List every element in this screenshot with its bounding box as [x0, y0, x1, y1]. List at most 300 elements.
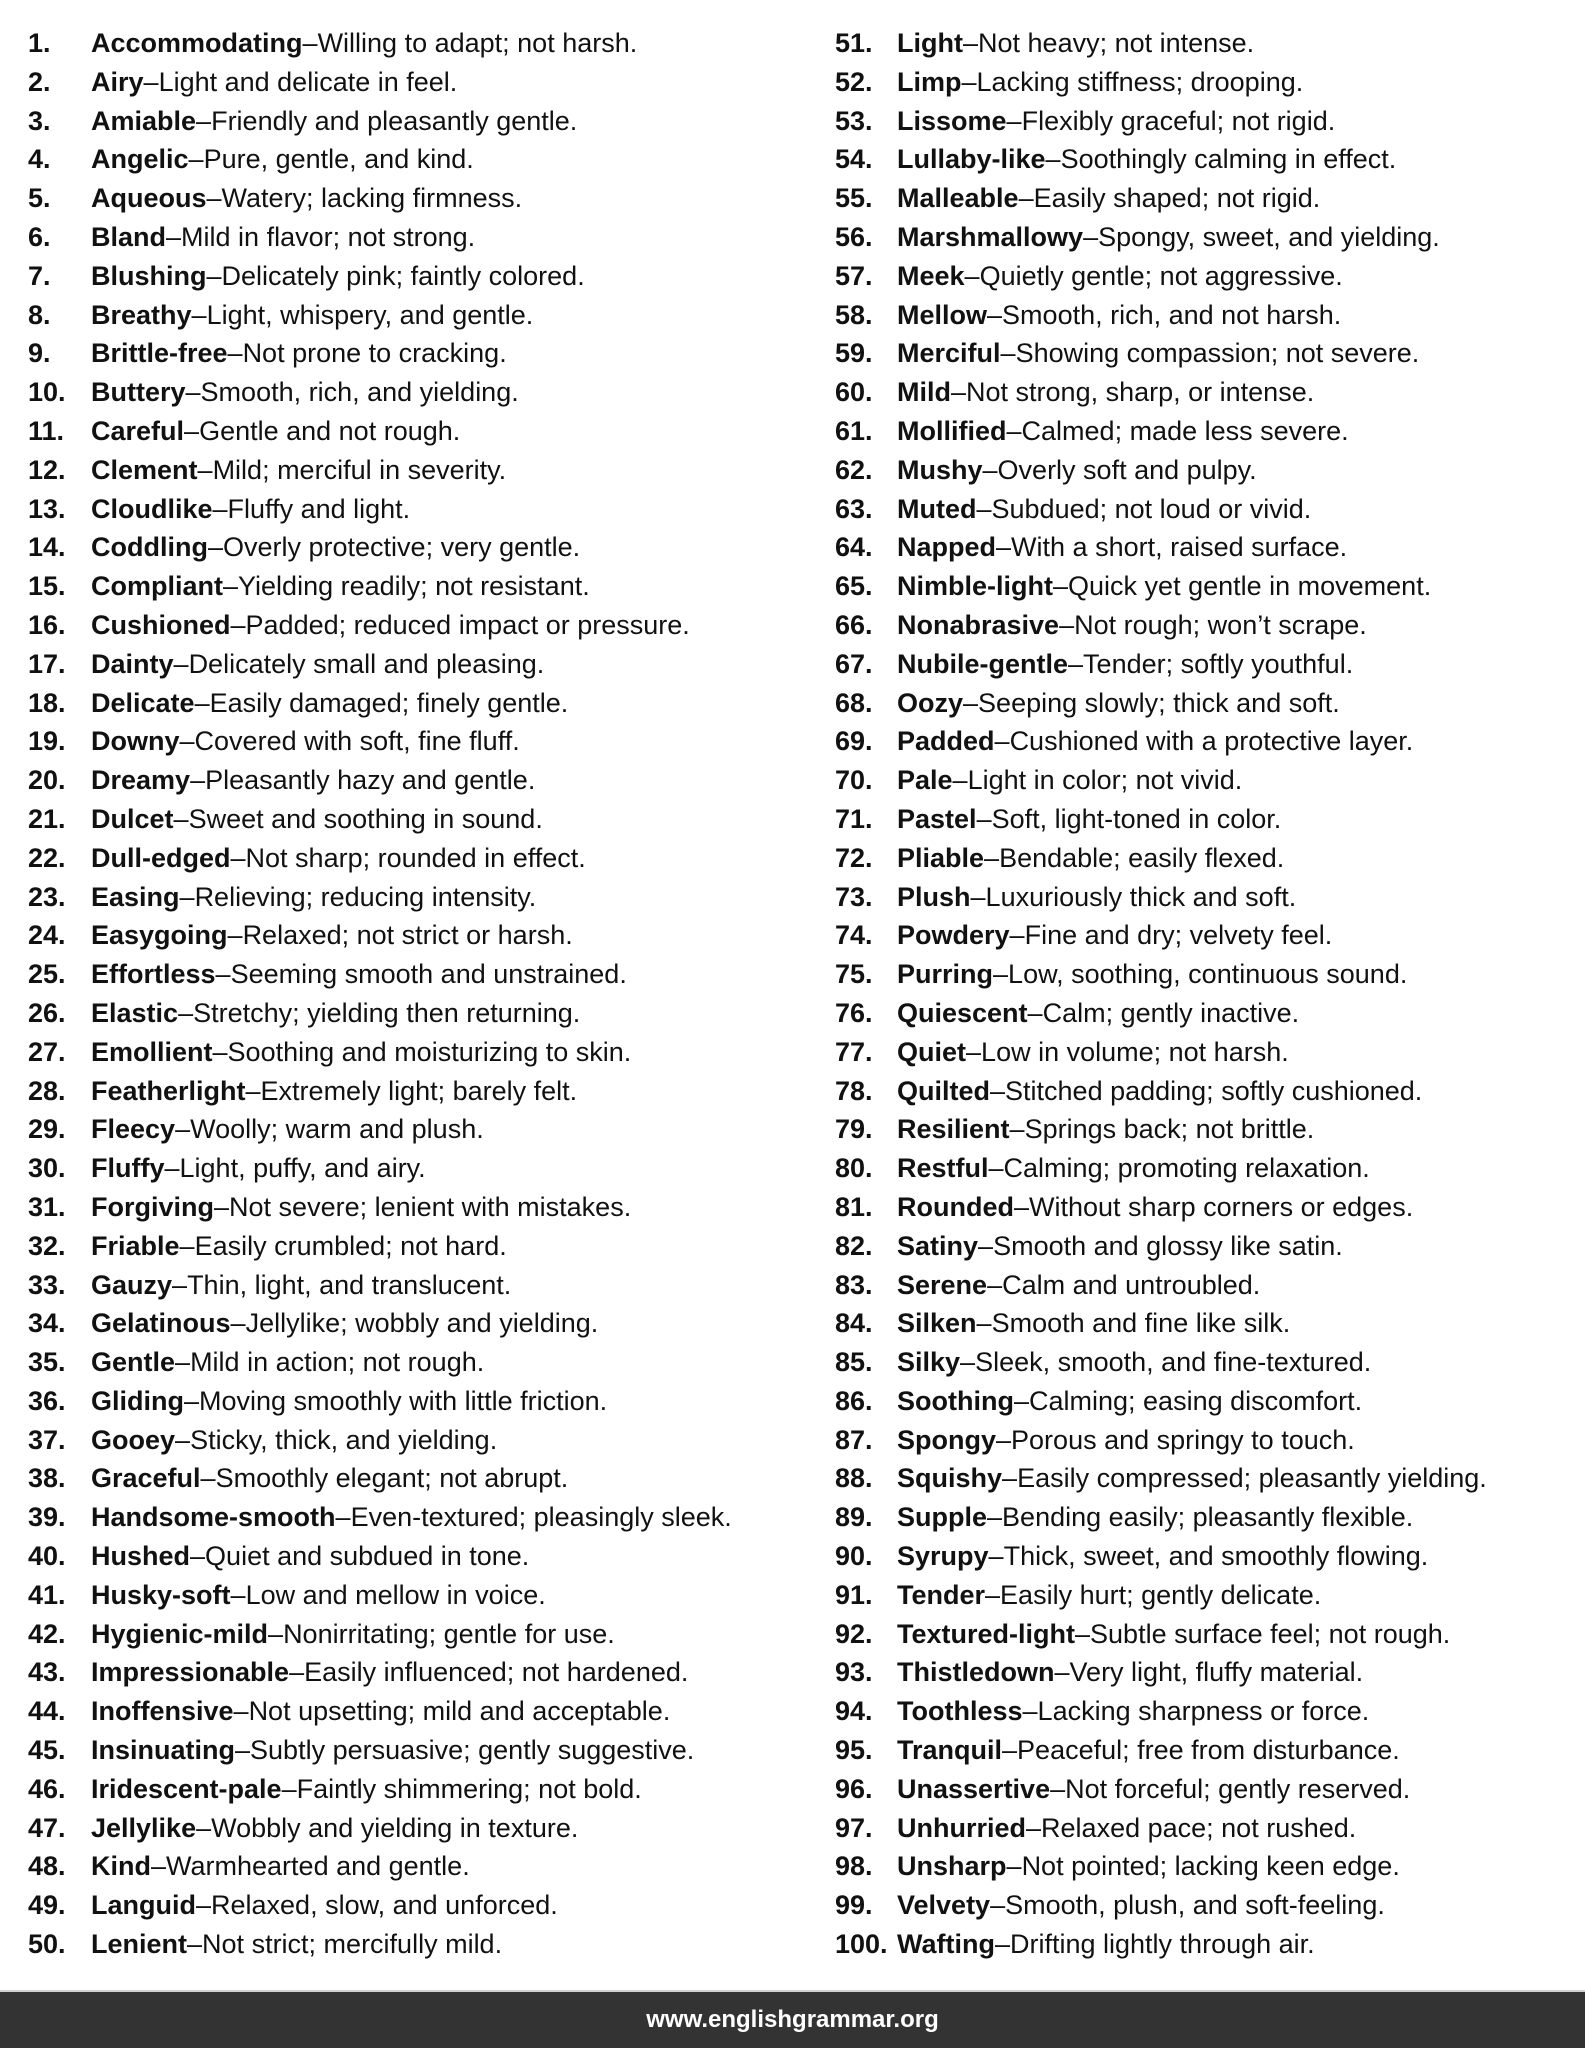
- item-separator: –: [978, 1230, 994, 1261]
- item-separator: –: [212, 1036, 228, 1067]
- item-definition: Wobbly and yielding in texture.: [211, 1812, 579, 1843]
- item-number: 20.: [28, 765, 66, 796]
- item-definition: Not heavy; not intense.: [978, 28, 1255, 58]
- item-definition: Spongy, sweet, and yielding.: [1098, 221, 1440, 252]
- item-separator: –: [335, 1502, 351, 1533]
- item-definition: Easily compressed; pleasantly yielding.: [1017, 1463, 1487, 1494]
- item-separator: –: [245, 1075, 261, 1106]
- item-number: 41.: [28, 1579, 66, 1610]
- item-term: Nimble-light: [897, 571, 1053, 602]
- website-url[interactable]: www.englishgrammar.org: [646, 2006, 939, 2033]
- item-term: Forgiving: [91, 1191, 214, 1222]
- item-term: Purring: [897, 959, 994, 990]
- item-definition: Soothingly calming in effect.: [1060, 144, 1397, 175]
- item-definition: Easily hurt; gently delicate.: [1000, 1579, 1322, 1610]
- item-number: 97.: [835, 1812, 873, 1843]
- list-item: [835, 1653, 1580, 1692]
- item-number: 31.: [28, 1191, 66, 1222]
- item-number: 44.: [28, 1696, 66, 1727]
- item-number: 86.: [835, 1385, 873, 1416]
- item-term: Nonabrasive: [897, 609, 1060, 640]
- item-definition: Friendly and pleasantly gentle.: [211, 105, 578, 136]
- item-separator: –: [1013, 1385, 1029, 1416]
- list-item: [28, 1033, 798, 1072]
- item-number: 46.: [28, 1773, 66, 1804]
- item-definition: Light and delicate in feel.: [158, 66, 458, 97]
- list-item: [28, 722, 798, 761]
- word-list-column-left: [28, 24, 798, 1964]
- item-number: 11.: [28, 415, 65, 446]
- item-number: 38.: [28, 1463, 66, 1494]
- list-item: [835, 296, 1580, 335]
- item-number: 99.: [835, 1890, 873, 1921]
- item-term: Airy: [91, 66, 144, 97]
- item-separator: –: [179, 1230, 195, 1261]
- item-separator: –: [179, 726, 195, 757]
- item-separator: –: [952, 765, 968, 796]
- item-definition: Smoothly elegant; not abrupt.: [215, 1463, 569, 1494]
- item-definition: Delicately pink; faintly colored.: [221, 260, 585, 291]
- item-separator: –: [960, 1347, 976, 1378]
- item-number: 4.: [28, 144, 51, 175]
- item-term: Inoffensive: [91, 1696, 234, 1727]
- item-term: Aqueous: [91, 183, 207, 214]
- item-term: Thistledown: [897, 1657, 1055, 1688]
- item-number: 54.: [835, 144, 873, 175]
- item-term: Delicate: [91, 687, 195, 718]
- item-term: Resilient: [897, 1114, 1010, 1145]
- list-item: [28, 1382, 798, 1421]
- item-term: Soothing: [897, 1385, 1014, 1416]
- list-item: [28, 140, 798, 179]
- item-number: 5.: [28, 183, 51, 214]
- item-definition: Overly protective; very gentle.: [223, 532, 581, 563]
- list-item: [28, 1537, 798, 1576]
- item-number: 34.: [28, 1308, 66, 1339]
- item-number: 87.: [835, 1424, 873, 1455]
- item-term: Featherlight: [91, 1075, 246, 1106]
- list-item: [28, 412, 798, 451]
- item-term: Tranquil: [897, 1735, 1003, 1766]
- item-separator: –: [1054, 1657, 1070, 1688]
- item-number: 49.: [28, 1890, 66, 1921]
- item-number: 50.: [28, 1929, 66, 1960]
- item-number: 18.: [28, 687, 66, 718]
- item-separator: –: [173, 648, 189, 679]
- item-separator: –: [993, 959, 1009, 990]
- list-item: [835, 878, 1580, 917]
- item-definition: Yielding readily; not resistant.: [238, 571, 590, 602]
- item-term: Unsharp: [897, 1851, 1007, 1882]
- item-definition: Smooth and fine like silk.: [991, 1308, 1291, 1339]
- item-number: 79.: [835, 1114, 873, 1145]
- item-number: 76.: [835, 997, 873, 1028]
- list-item: [28, 1925, 798, 1964]
- item-term: Gelatinous: [91, 1308, 231, 1339]
- item-term: Downy: [91, 726, 180, 757]
- item-definition: Light, puffy, and airy.: [179, 1153, 426, 1184]
- item-number: 90.: [835, 1541, 873, 1572]
- item-definition: Tender; softly youthful.: [1083, 648, 1354, 679]
- list-item: [835, 1188, 1580, 1227]
- item-definition: Sleek, smooth, and fine-textured.: [975, 1347, 1372, 1378]
- item-term: Gooey: [91, 1424, 176, 1455]
- item-definition: Not strict; mercifully mild.: [202, 1929, 503, 1960]
- item-separator: –: [227, 338, 243, 369]
- item-definition: Gentle and not rough.: [199, 415, 461, 446]
- list-item: [28, 1886, 798, 1925]
- item-number: 8.: [28, 299, 51, 330]
- list-item: [28, 606, 798, 645]
- item-definition: Fluffy and light.: [227, 493, 411, 524]
- item-number: 19.: [28, 726, 66, 757]
- item-number: 55.: [835, 183, 873, 214]
- item-term: Elastic: [91, 997, 179, 1028]
- list-item: [835, 63, 1580, 102]
- list-item: [835, 102, 1580, 141]
- list-item: [835, 567, 1580, 606]
- item-term: Oozy: [897, 687, 964, 718]
- item-definition: Jellylike; wobbly and yielding.: [245, 1308, 599, 1339]
- item-definition: Bendable; easily flexed.: [999, 842, 1285, 873]
- item-definition: Thin, light, and translucent.: [187, 1269, 512, 1300]
- list-item: [28, 800, 798, 839]
- item-term: Breathy: [91, 299, 192, 330]
- item-separator: –: [987, 1502, 1003, 1533]
- item-number: 62.: [835, 454, 873, 485]
- item-separator: –: [994, 726, 1010, 757]
- item-separator: –: [178, 997, 194, 1028]
- item-term: Nubile-gentle: [897, 648, 1069, 679]
- item-definition: Relaxed, slow, and unforced.: [211, 1890, 558, 1921]
- item-number: 33.: [28, 1269, 66, 1300]
- item-separator: –: [196, 1812, 212, 1843]
- item-term: Mushy: [897, 454, 983, 485]
- list-item: [28, 645, 798, 684]
- list-item: [835, 1110, 1580, 1149]
- item-definition: Nonirritating; gentle for use.: [283, 1618, 615, 1649]
- item-number: 1.: [28, 28, 51, 58]
- item-number: 36.: [28, 1385, 66, 1416]
- list-item: [28, 528, 798, 567]
- item-term: Lenient: [91, 1929, 188, 1960]
- item-separator: –: [990, 1890, 1006, 1921]
- list-item: [835, 1692, 1580, 1731]
- item-definition: Sticky, thick, and yielding.: [190, 1424, 498, 1455]
- item-term: Pliable: [897, 842, 985, 873]
- item-definition: Sweet and soothing in sound.: [188, 803, 543, 834]
- item-separator: –: [985, 1579, 1001, 1610]
- item-separator: –: [230, 1579, 246, 1610]
- item-separator: –: [183, 1385, 200, 1416]
- item-definition: Mild; merciful in severity.: [212, 454, 507, 485]
- item-definition: Relieving; reducing intensity.: [194, 881, 537, 912]
- item-number: 70.: [835, 765, 873, 796]
- item-separator: –: [1068, 648, 1084, 679]
- item-term: Squishy: [897, 1463, 1003, 1494]
- item-separator: –: [196, 105, 212, 136]
- item-definition: Easily crumbled; not hard.: [194, 1230, 507, 1261]
- item-separator: –: [173, 803, 189, 834]
- list-item: [28, 916, 798, 955]
- item-term: Dainty: [91, 648, 174, 679]
- item-term: Compliant: [91, 571, 223, 602]
- list-item: [28, 334, 798, 373]
- item-separator: –: [996, 532, 1012, 563]
- item-number: 74.: [835, 920, 873, 951]
- item-number: 72.: [835, 842, 873, 873]
- item-separator: –: [151, 1851, 167, 1882]
- item-term: Serene: [897, 1269, 988, 1300]
- item-definition: Smooth, rich, and yielding.: [200, 377, 519, 408]
- list-item: [28, 994, 798, 1033]
- item-definition: Mild in flavor; not strong.: [181, 221, 476, 252]
- item-separator: –: [281, 1773, 297, 1804]
- item-number: 89.: [835, 1502, 873, 1533]
- item-definition: Covered with soft, fine fluff.: [194, 726, 520, 757]
- item-term: Malleable: [897, 183, 1019, 214]
- item-number: 3.: [28, 105, 51, 136]
- item-definition: Fine and dry; velvety feel.: [1024, 920, 1333, 951]
- item-term: Insinuating: [91, 1735, 235, 1766]
- list-item: [28, 1692, 798, 1731]
- item-separator: –: [223, 571, 239, 602]
- item-definition: Low, soothing, continuous sound.: [1008, 959, 1408, 990]
- list-item: [835, 1770, 1580, 1809]
- item-term: Pale: [897, 765, 953, 796]
- list-item: [835, 257, 1580, 296]
- item-separator: –: [984, 842, 1000, 873]
- item-number: 84.: [835, 1308, 873, 1339]
- list-item: [835, 1033, 1580, 1072]
- list-item: [835, 1886, 1580, 1925]
- item-term: Lullaby-like: [897, 144, 1046, 175]
- item-number: 73.: [835, 881, 873, 912]
- item-separator: –: [994, 1929, 1010, 1960]
- list-item: [835, 1227, 1580, 1266]
- item-definition: Smooth, rich, and not harsh.: [1002, 299, 1342, 330]
- item-separator: –: [1009, 920, 1025, 951]
- list-item: [28, 257, 798, 296]
- item-term: Cushioned: [91, 609, 231, 640]
- item-number: 68.: [835, 687, 873, 718]
- item-definition: Showing compassion; not severe.: [1015, 338, 1420, 369]
- item-definition: Subtly persuasive; gently suggestive.: [250, 1735, 695, 1766]
- list-item: [835, 140, 1580, 179]
- item-definition: Stitched padding; softly cushioned.: [1005, 1075, 1423, 1106]
- item-definition: Seeping slowly; thick and soft.: [978, 687, 1340, 718]
- item-definition: Warmhearted and gentle.: [166, 1851, 470, 1882]
- item-term: Coddling: [91, 532, 208, 563]
- item-definition: Even-textured; pleasingly sleek.: [350, 1502, 732, 1533]
- item-separator: –: [1002, 1735, 1018, 1766]
- item-separator: –: [1009, 1114, 1025, 1145]
- list-item: [835, 1343, 1580, 1382]
- item-definition: Drifting lightly through air.: [1010, 1929, 1315, 1960]
- item-definition: Not severe; lenient with mistakes.: [229, 1191, 632, 1222]
- item-term: Textured-light: [897, 1618, 1075, 1649]
- item-term: Unhurried: [897, 1812, 1027, 1843]
- item-number: 63.: [835, 493, 873, 524]
- item-separator: –: [1059, 609, 1075, 640]
- list-item: [835, 761, 1580, 800]
- item-definition: Overly soft and pulpy.: [997, 454, 1257, 485]
- item-term: Wafting: [897, 1929, 995, 1960]
- item-number: 85.: [835, 1347, 873, 1378]
- item-definition: With a short, raised surface.: [1011, 532, 1348, 563]
- item-separator: –: [227, 920, 243, 951]
- item-number: 75.: [835, 959, 873, 990]
- list-item: [28, 1459, 798, 1498]
- item-separator: –: [188, 144, 204, 175]
- item-definition: Soft, light-toned in color.: [991, 803, 1282, 834]
- item-term: Handsome-smooth: [91, 1502, 336, 1533]
- item-term: Husky-soft: [91, 1579, 231, 1610]
- item-separator: –: [987, 1269, 1003, 1300]
- list-item: [835, 1498, 1580, 1537]
- word-list-column-right: [835, 24, 1580, 1964]
- item-term: Easing: [91, 881, 180, 912]
- item-number: 95.: [835, 1735, 873, 1766]
- item-separator: –: [215, 959, 231, 990]
- item-separator: –: [951, 377, 967, 408]
- item-term: Powdery: [897, 920, 1010, 951]
- list-item: [28, 179, 798, 218]
- list-item: [835, 684, 1580, 723]
- item-term: Kind: [91, 1851, 151, 1882]
- item-number: 93.: [835, 1657, 873, 1688]
- item-definition: Not pointed; lacking keen edge.: [1021, 1851, 1400, 1882]
- item-number: 53.: [835, 105, 873, 136]
- list-item: [28, 1731, 798, 1770]
- item-term: Rounded: [897, 1191, 1014, 1222]
- list-item: [28, 373, 798, 412]
- list-item: [28, 63, 798, 102]
- item-definition: Calm; gently inactive.: [1042, 997, 1300, 1028]
- item-term: Gentle: [91, 1347, 176, 1378]
- item-term: Cloudlike: [91, 493, 213, 524]
- item-term: Impressionable: [91, 1657, 290, 1688]
- list-item: [28, 1847, 798, 1886]
- item-number: 23.: [28, 881, 66, 912]
- item-number: 56.: [835, 221, 873, 252]
- item-separator: –: [200, 1463, 216, 1494]
- item-separator: –: [195, 1890, 212, 1921]
- item-separator: –: [996, 1424, 1012, 1455]
- list-item: [28, 1421, 798, 1460]
- item-separator: –: [175, 1347, 191, 1378]
- item-number: 10.: [28, 377, 66, 408]
- list-item: [835, 451, 1580, 490]
- item-separator: –: [206, 183, 222, 214]
- list-item: [835, 1304, 1580, 1343]
- list-item: [835, 994, 1580, 1033]
- item-number: 24.: [28, 920, 66, 951]
- item-term: Iridescent-pale: [91, 1773, 282, 1804]
- item-definition: Mild in action; not rough.: [190, 1347, 485, 1378]
- item-number: 81.: [835, 1191, 873, 1222]
- item-term: Buttery: [91, 377, 186, 408]
- item-number: 65.: [835, 571, 873, 602]
- item-definition: Flexibly graceful; not rigid.: [1021, 105, 1336, 136]
- list-item: [835, 24, 1580, 63]
- list-item: [835, 839, 1580, 878]
- item-number: 66.: [835, 609, 873, 640]
- item-definition: Quick yet gentle in movement.: [1068, 571, 1432, 602]
- item-number: 59.: [835, 338, 873, 369]
- item-term: Jellylike: [91, 1812, 197, 1843]
- item-separator: –: [212, 493, 228, 524]
- list-item: [835, 955, 1580, 994]
- item-separator: –: [235, 1735, 251, 1766]
- item-number: 67.: [835, 648, 873, 679]
- item-number: 2.: [28, 66, 51, 97]
- item-separator: –: [1053, 571, 1069, 602]
- item-separator: –: [990, 1075, 1006, 1106]
- list-item: [28, 24, 798, 63]
- item-term: Careful: [91, 415, 185, 446]
- item-separator: –: [190, 765, 206, 796]
- item-definition: Faintly shimmering; not bold.: [296, 1773, 642, 1804]
- item-term: Gliding: [91, 1385, 184, 1416]
- item-number: 60.: [835, 377, 873, 408]
- item-term: Spongy: [897, 1424, 996, 1455]
- list-item: [835, 1537, 1580, 1576]
- list-item: [28, 1188, 798, 1227]
- item-separator: –: [302, 28, 318, 58]
- item-separator: –: [175, 1424, 191, 1455]
- item-term: Mollified: [897, 415, 1007, 446]
- item-separator: –: [230, 842, 246, 873]
- item-definition: Quiet and subdued in tone.: [205, 1541, 530, 1572]
- list-item: [835, 1847, 1580, 1886]
- item-definition: Watery; lacking firmness.: [221, 183, 523, 214]
- item-number: 47.: [28, 1812, 66, 1843]
- item-separator: –: [1027, 997, 1043, 1028]
- item-definition: Subtle surface feel; not rough.: [1090, 1618, 1451, 1649]
- item-separator: –: [289, 1657, 305, 1688]
- list-item: [835, 1731, 1580, 1770]
- list-item: [28, 878, 798, 917]
- item-separator: –: [963, 687, 979, 718]
- item-definition: Cushioned with a protective layer.: [1009, 726, 1414, 757]
- item-separator: –: [207, 532, 223, 563]
- item-number: 35.: [28, 1347, 66, 1378]
- item-separator: –: [143, 66, 159, 97]
- item-term: Quilted: [897, 1075, 990, 1106]
- list-item: [835, 490, 1580, 529]
- item-number: 98.: [835, 1851, 873, 1882]
- list-item: [835, 1072, 1580, 1111]
- item-term: Mild: [897, 377, 951, 408]
- item-separator: –: [1075, 1618, 1091, 1649]
- item-number: 48.: [28, 1851, 66, 1882]
- item-definition: Calm and untroubled.: [1002, 1269, 1261, 1300]
- item-term: Dreamy: [91, 765, 191, 796]
- item-term: Velvety: [897, 1890, 991, 1921]
- item-term: Gauzy: [91, 1269, 173, 1300]
- item-term: Brittle-free: [91, 338, 228, 369]
- item-term: Quiescent: [897, 997, 1028, 1028]
- item-term: Satiny: [897, 1230, 979, 1261]
- item-definition: Easily shaped; not rigid.: [1033, 183, 1321, 214]
- item-definition: Moving smoothly with little friction.: [199, 1385, 608, 1416]
- item-definition: Peaceful; free from disturbance.: [1017, 1735, 1400, 1766]
- item-term: Dull-edged: [91, 842, 231, 873]
- item-term: Friable: [91, 1230, 180, 1261]
- item-separator: –: [179, 881, 195, 912]
- item-definition: Bending easily; pleasantly flexible.: [1002, 1502, 1414, 1533]
